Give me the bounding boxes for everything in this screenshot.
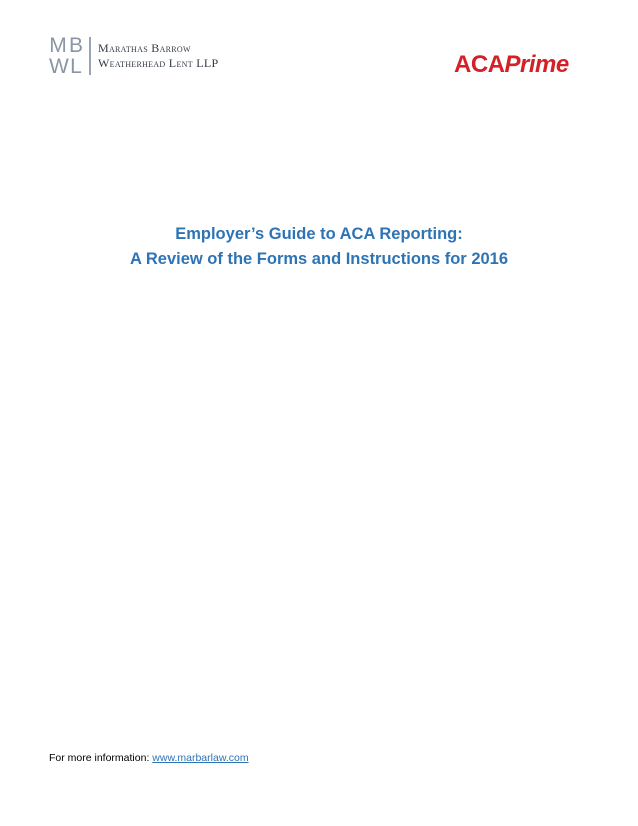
firm-name-line2: Weatherhead Lent LLP <box>98 56 219 70</box>
acaprime-logo <box>454 53 569 77</box>
monogram-letter: M <box>49 34 66 57</box>
firm-name-line1: Marathas Barrow <box>98 41 191 55</box>
footer-info <box>49 751 249 765</box>
monogram-letter: B <box>68 34 82 57</box>
acaprime-logo-prime: Prime <box>504 51 569 78</box>
firm-name <box>98 41 218 71</box>
firm-logo <box>49 35 218 77</box>
acaprime-logo-aca: ACA <box>454 51 505 78</box>
document-title <box>0 222 638 272</box>
footer-label: For more information: <box>49 752 153 764</box>
website-link[interactable]: www.marbarlaw.com <box>152 752 249 764</box>
mbwl-monogram <box>49 35 84 77</box>
monogram-letter: L <box>70 55 81 78</box>
monogram-letter: W <box>49 55 68 78</box>
title-line2: A Review of the Forms and Instructions for 2016 <box>129 250 509 268</box>
logo-divider <box>89 37 91 75</box>
title-line1: Employer’s Guide to ACA Reporting: <box>175 225 463 243</box>
